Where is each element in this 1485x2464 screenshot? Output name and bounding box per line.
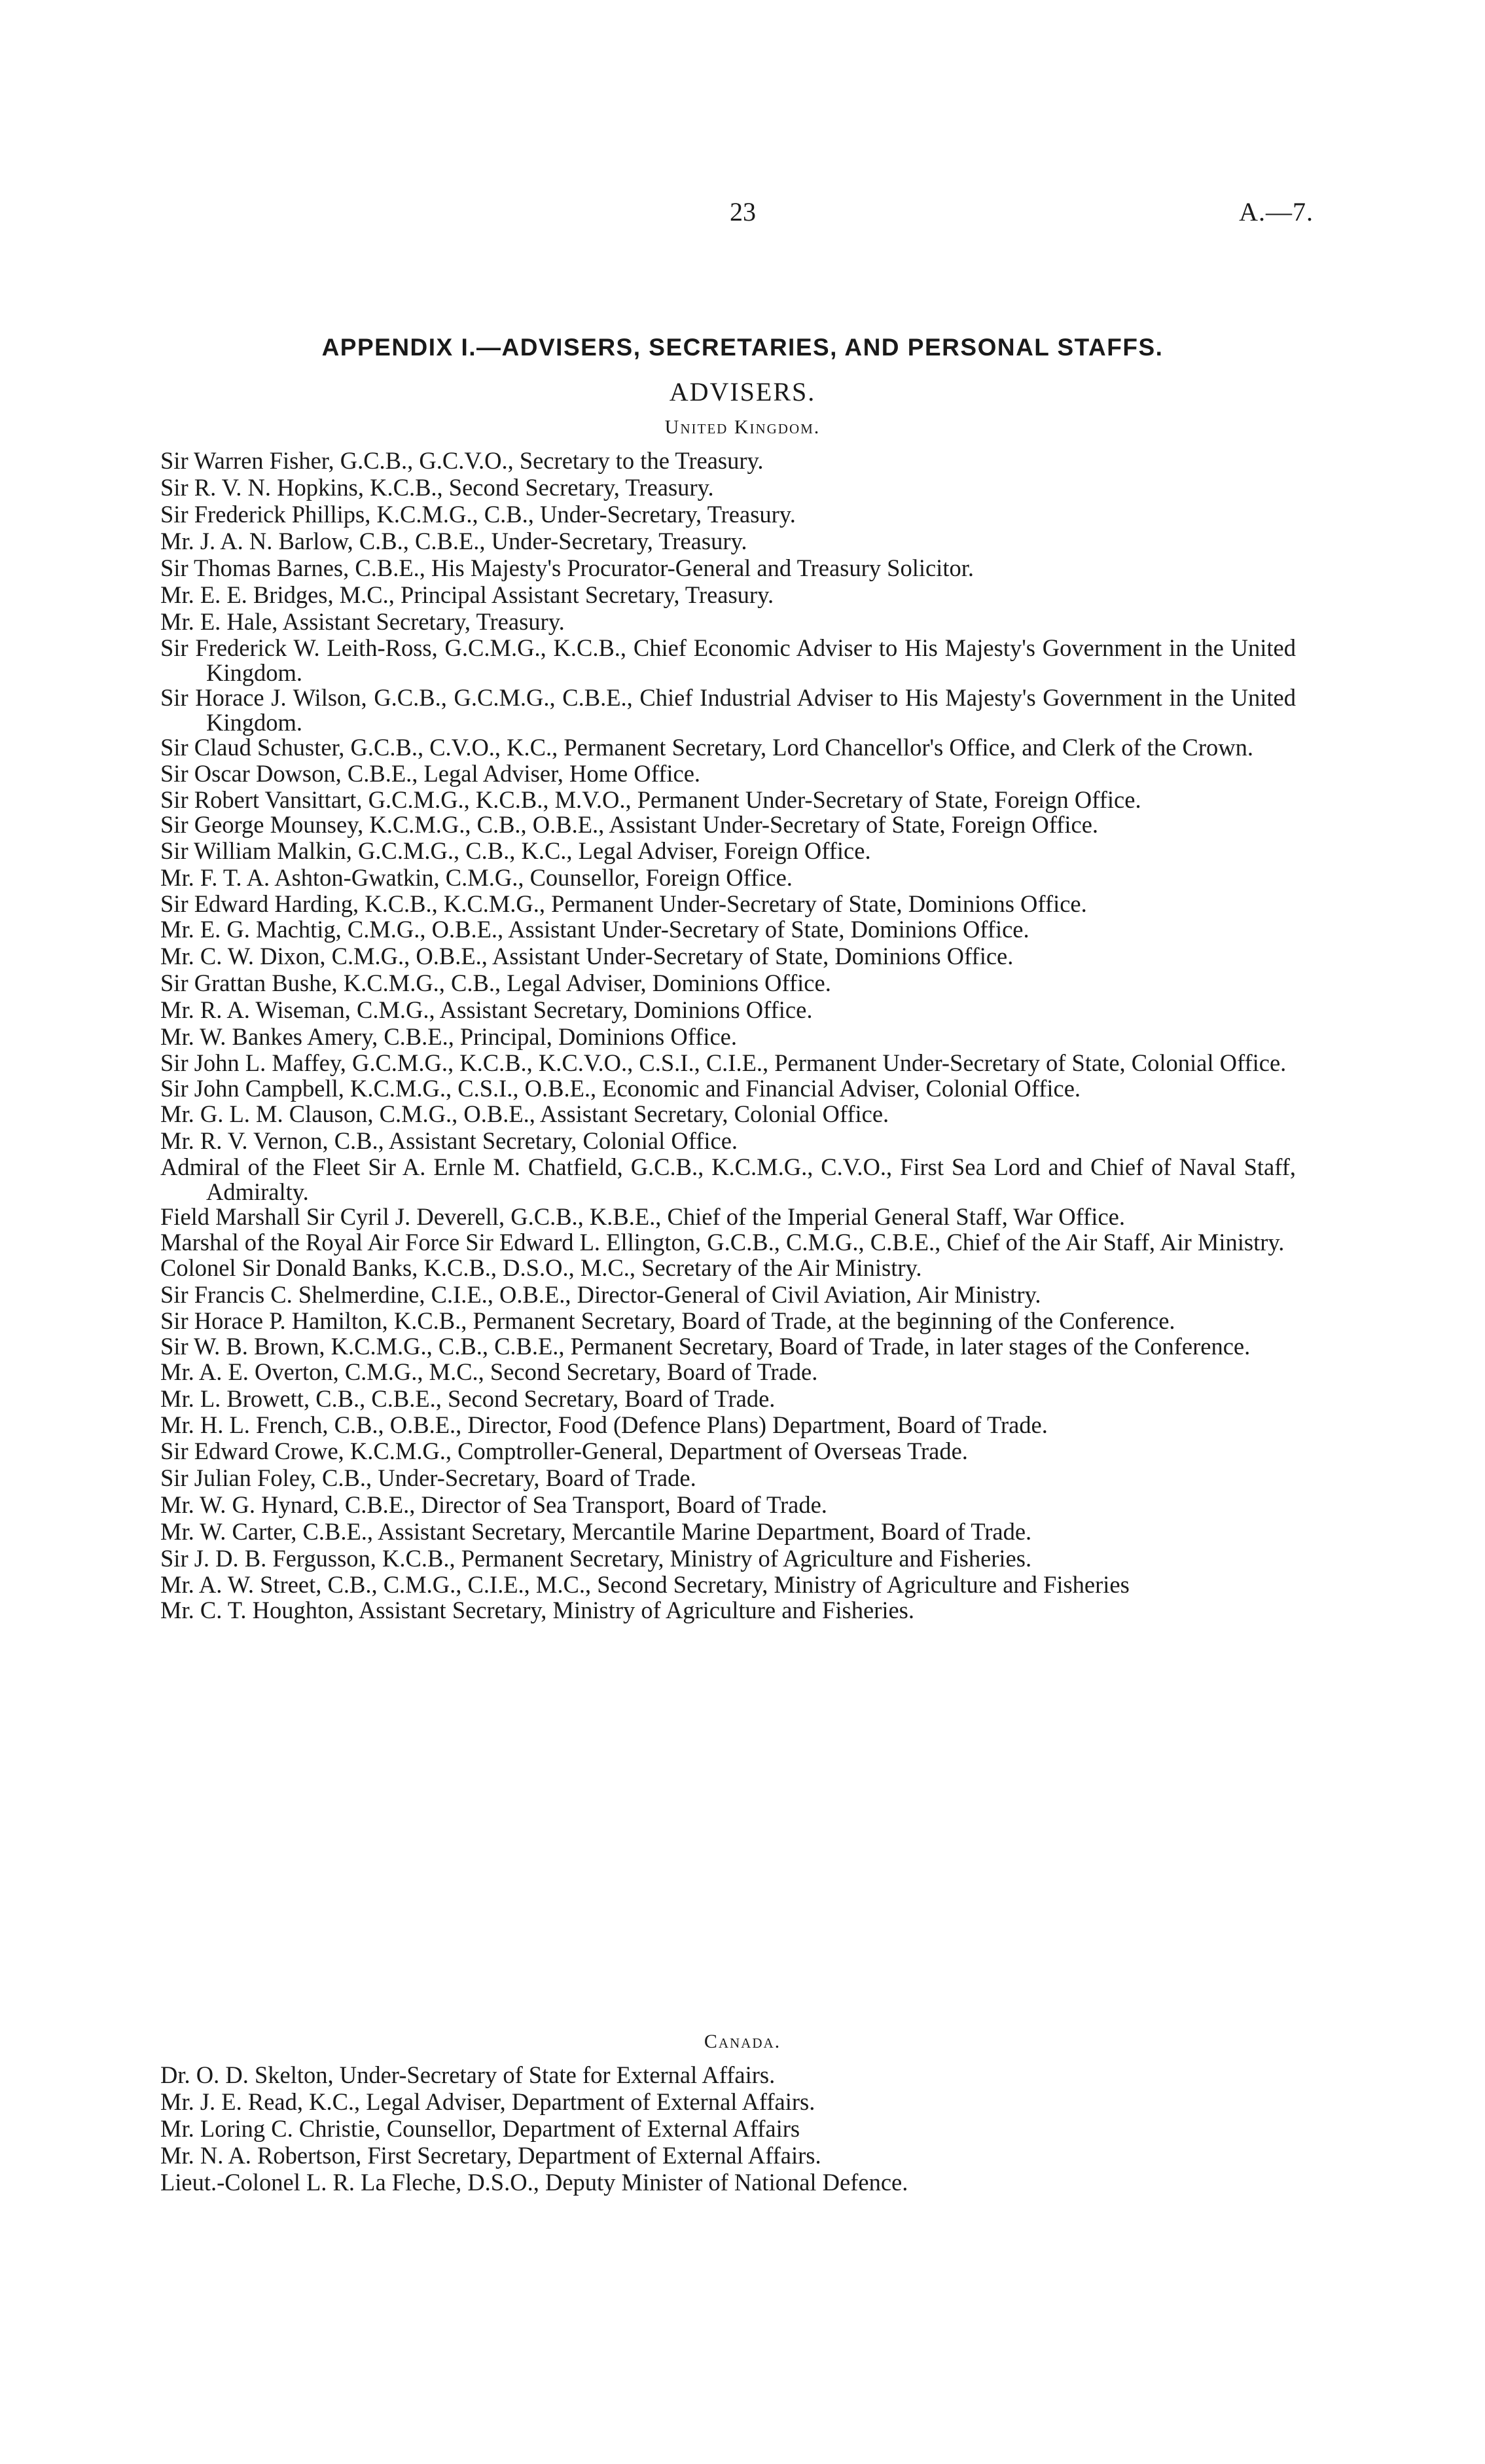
- list-item: Mr. J. E. Read, K.C., Legal Adviser, Department of External Affairs.: [160, 2088, 815, 2115]
- list-item: Mr. F. T. A. Ashton-Gwatkin, C.M.G., Counsellor, Foreign Office.: [160, 863, 793, 891]
- document-reference: A.—7.: [1239, 197, 1314, 226]
- list-item: Mr. C. T. Houghton, Assistant Secretary, Ministry of Agriculture and Fisheries.: [160, 1597, 914, 1623]
- list-item: Mr. Loring C. Christie, Counsellor, Department of External Affairs: [160, 2115, 800, 2142]
- list-item: Mr. R. V. Vernon, C.B., Assistant Secretary, Colonial Office.: [160, 1127, 738, 1154]
- list-item: Mr. W. Bankes Amery, C.B.E., Principal, Dominions Office.: [160, 1023, 738, 1050]
- list-item: Dr. O. D. Skelton, Under-Secretary of State for External Affairs.: [160, 2061, 776, 2088]
- united-kingdom-list: [160, 448, 1296, 1624]
- list-item: Sir Grattan Bushe, K.C.M.G., C.B., Legal Adviser, Dominions Office.: [160, 969, 831, 996]
- list-item: Mr. E. E. Bridges, M.C., Principal Assistant Secretary, Treasury.: [160, 581, 774, 608]
- page-number: 23: [730, 197, 756, 226]
- list-item: Sir Warren Fisher, G.C.B., G.C.V.O., Secretary to the Treasury.: [160, 447, 764, 474]
- list-item: Mr. E. G. Machtig, C.M.G., O.B.E., Assistant Under-Secretary of State, Dominions Office.: [160, 916, 1029, 943]
- section-heading-advisers: ADVISERS.: [669, 377, 816, 407]
- canada-list: [160, 2062, 1296, 2196]
- list-item: Mr. W. Carter, C.B.E., Assistant Secretary, Mercantile Marine Department, Board of Trade.: [160, 1517, 1032, 1545]
- list-item: Sir Frederick Phillips, K.C.M.G., C.B., Under-Secretary, Treasury.: [160, 501, 796, 528]
- list-item: Admiral of the Fleet Sir A. Ernle M. Chatfield, G.C.B., K.C.M.G., C.V.O., First Sea Lord and Chief of Naval Staff, Admiralty.: [160, 1153, 1296, 1205]
- list-item: Sir Frederick W. Leith-Ross, G.C.M.G., K.C.B., Chief Economic Adviser to His Majesty's Government in the United Kingdom.: [160, 634, 1296, 686]
- list-item: Mr. A. W. Street, C.B., C.M.G., C.I.E., M.C., Second Secretary, Ministry of Agriculture and Fisheries: [160, 1570, 1130, 1598]
- country-heading-united-kingdom: United Kingdom.: [664, 416, 821, 438]
- list-item: Mr. W. G. Hynard, C.B.E., Director of Sea Transport, Board of Trade.: [160, 1491, 827, 1518]
- list-item: Sir Robert Vansittart, G.C.M.G., K.C.B., M.V.O., Permanent Under-Secretary of State, Foreign Office.: [160, 786, 1141, 813]
- list-item: Mr. G. L. M. Clauson, C.M.G., O.B.E., Assistant Secretary, Colonial Office.: [160, 1100, 889, 1127]
- list-item: Mr. J. A. N. Barlow, C.B., C.B.E., Under-Secretary, Treasury.: [160, 528, 747, 554]
- list-item: Mr. C. W. Dixon, C.M.G., O.B.E., Assistant Under-Secretary of State, Dominions Office.: [160, 943, 1014, 969]
- list-item: Mr. H. L. French, C.B., O.B.E., Director, Food (Defence Plans) Department, Board of Trade.: [160, 1411, 1048, 1438]
- list-item: Sir R. V. N. Hopkins, K.C.B., Second Secretary, Treasury.: [160, 474, 714, 501]
- list-item: Colonel Sir Donald Banks, K.C.B., D.S.O., M.C., Secretary of the Air Ministry.: [160, 1254, 922, 1281]
- list-item: Marshal of the Royal Air Force Sir Edward L. Ellington, G.C.B., C.M.G., C.B.E., Chief of the Air Staff, Air Ministry.: [160, 1228, 1285, 1256]
- list-item: Sir W. B. Brown, K.C.M.G., C.B., C.B.E., Permanent Secretary, Board of Trade, in later stages of the Conference.: [160, 1332, 1251, 1360]
- list-item: Sir Francis C. Shelmerdine, C.I.E., O.B.E., Director-General of Civil Aviation, Air Ministry.: [160, 1281, 1041, 1308]
- list-item: Sir Oscar Dowson, C.B.E., Legal Adviser, Home Office.: [160, 759, 701, 787]
- list-item: Sir George Mounsey, K.C.M.G., C.B., O.B.E., Assistant Under-Secretary of State, Foreign Office.: [160, 811, 1099, 838]
- list-item: Field Marshall Sir Cyril J. Deverell, G.C.B., K.B.E., Chief of the Imperial General Staff, War Office.: [160, 1203, 1125, 1230]
- list-item: Sir John L. Maffey, G.C.M.G., K.C.B., K.C.V.O., C.S.I., C.I.E., Permanent Under-Secretary of State, Colonial Office.: [160, 1049, 1287, 1076]
- list-item: Sir Thomas Barnes, C.B.E., His Majesty's Procurator-General and Treasury Solicitor.: [160, 554, 974, 581]
- list-item: Mr. R. A. Wiseman, C.M.G., Assistant Secretary, Dominions Office.: [160, 996, 813, 1023]
- list-item: Sir Horace P. Hamilton, K.C.B., Permanent Secretary, Board of Trade, at the beginning of the Conference.: [160, 1307, 1175, 1334]
- list-item: Sir Edward Crowe, K.C.M.G., Comptroller-General, Department of Overseas Trade.: [160, 1437, 968, 1464]
- list-item: Sir John Campbell, K.C.M.G., C.S.I., O.B.E., Economic and Financial Adviser, Colonial Office.: [160, 1074, 1081, 1102]
- country-heading-canada: Canada.: [704, 2031, 781, 2052]
- list-item: Sir J. D. B. Fergusson, K.C.B., Permanent Secretary, Ministry of Agriculture and Fisheries.: [160, 1544, 1032, 1572]
- list-item: Mr. A. E. Overton, C.M.G., M.C., Second Secretary, Board of Trade.: [160, 1358, 818, 1385]
- list-item: Mr. L. Browett, C.B., C.B.E., Second Secretary, Board of Trade.: [160, 1385, 776, 1412]
- appendix-title: APPENDIX I.—ADVISERS, SECRETARIES, AND PERSONAL STAFFS.: [321, 334, 1164, 361]
- list-item: Mr. E. Hale, Assistant Secretary, Treasury.: [160, 608, 565, 635]
- list-item: Sir Julian Foley, C.B., Under-Secretary, Board of Trade.: [160, 1464, 696, 1491]
- list-item: Mr. N. A. Robertson, First Secretary, Department of External Affairs.: [160, 2142, 821, 2169]
- list-item: Sir William Malkin, G.C.M.G., C.B., K.C., Legal Adviser, Foreign Office.: [160, 837, 871, 864]
- list-item: Sir Horace J. Wilson, G.C.B., G.C.M.G., C.B.E., Chief Industrial Adviser to His Majesty's Government in the United Kingdom.: [160, 684, 1296, 736]
- list-item: Lieut.-Colonel L. R. La Fleche, D.S.O., Deputy Minister of National Defence.: [160, 2169, 908, 2196]
- list-item: Sir Edward Harding, K.C.B., K.C.M.G., Permanent Under-Secretary of State, Dominions Office.: [160, 890, 1087, 917]
- list-item: Sir Claud Schuster, G.C.B., C.V.O., K.C., Permanent Secretary, Lord Chancellor's Office, and Clerk of the Crown.: [160, 734, 1253, 761]
